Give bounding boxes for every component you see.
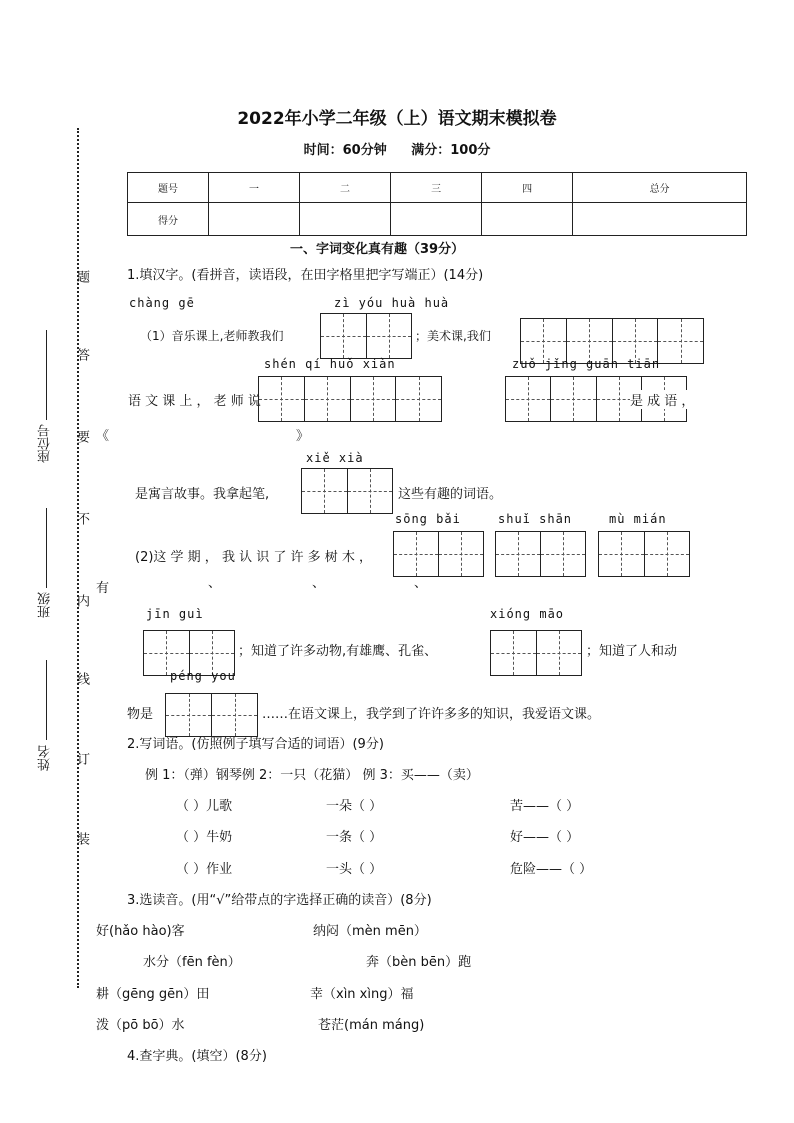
pinyin: zì yóu huà huà [334,296,450,310]
pinyin: péng you [170,669,236,683]
reading-choice[interactable]: 泼（pō bō）水 [96,1018,185,1033]
score-table [127,172,747,236]
exam-score: 满分：100分 [411,143,491,158]
question-1-title: 1.填汉字。(看拼音，读语段，在田字格里把字写端正）(14分) [127,268,484,283]
pinyin: xióng māo [490,607,565,621]
fill-item[interactable]: （ ）作业 [176,862,233,877]
reading-choice[interactable]: 苍茫(mán máng) [318,1018,425,1033]
sentence: ；知道了许多动物,有雄鹰、孔雀、 [238,644,438,659]
fill-item[interactable]: （ ）牛奶 [176,830,233,845]
score-header-cell: 总分 [573,173,747,203]
score-header-cell: 三 [391,173,482,203]
sentence: ；美术课,我们 [415,329,491,343]
score-header-cell: 题号 [128,173,209,203]
writing-grid[interactable] [495,531,586,577]
sentence: 是 成 语 ， [630,390,694,409]
sentence: ……在语文课上，我学到了许许多多的知识，我爱语文课。 [262,707,601,722]
writing-grid[interactable] [258,376,442,422]
fill-item[interactable]: （ ）儿歌 [176,799,233,814]
book-bracket-open: 《 [96,429,110,444]
score-cell[interactable] [573,203,747,236]
sentence: 这些有趣的词语。 [398,487,503,502]
sentence: （1）音乐课上,老师教我们 [140,329,284,343]
binding-char: 线 [74,672,89,685]
reading-choice[interactable]: 水分（fēn fèn） [143,955,241,970]
score-row-label: 得分 [128,203,209,236]
reading-choice[interactable]: 纳闷（mèn mēn） [313,924,427,939]
reading-choice[interactable]: 好(hǎo hào)客 [96,924,185,939]
pinyin: jīn guì [146,607,204,621]
binding-char: 要 [74,430,89,443]
fill-item[interactable]: 一头（ ） [326,862,383,877]
writing-grid[interactable] [393,531,484,577]
pinyin: shén qí huǒ xiàn [264,357,396,371]
reading-choice[interactable]: 奔（bèn bēn）跑 [366,955,472,970]
score-cell[interactable] [209,203,300,236]
sentence: 语 文 课 上 ， 老 师 说 [128,394,261,409]
score-cell[interactable] [391,203,482,236]
question-3-title: 3.选读音。(用“√”给带点的字选择正确的读音）(8分) [127,893,432,908]
score-header-cell: 二 [300,173,391,203]
writing-grid[interactable] [320,313,412,359]
writing-grid[interactable] [165,693,258,737]
section-heading: 一、字词变化真有趣（39分） [290,242,465,257]
binding-char: 内 [74,594,89,607]
exam-meta [0,139,794,158]
separator: 、 [414,576,428,591]
binding-char: 答 [74,348,89,361]
question-4-title: 4.查字典。(填空）(8分) [127,1049,267,1064]
name-label: 姓名 [38,745,53,771]
question-2-title: 2.写词语。(仿照例子填写合适的词语）(9分) [127,737,384,752]
sentence: ；知道了人和动 [586,644,678,659]
seat-label: 座位号 [38,424,53,463]
score-cell[interactable] [482,203,573,236]
writing-grid[interactable] [490,630,582,676]
class-line [46,508,47,588]
pinyin: chàng gē [129,296,195,310]
page-title: 2022年小学二年级（上）语文期末模拟卷 [237,109,557,129]
sentence: (2)这 学 期 ， 我 认 识 了 许 多 树 木 ， [135,550,373,565]
binding-char: 不 [74,512,89,525]
reading-choice[interactable]: 幸（xìn xìng）福 [310,987,414,1002]
book-bracket-close: 》 [296,429,310,444]
seat-line [46,330,47,420]
score-cell[interactable] [300,203,391,236]
pinyin: shuǐ shān [498,512,573,526]
binding-char: 装 [74,832,89,845]
fill-item[interactable]: 危险——（ ） [510,862,593,877]
binding-char: 订 [74,752,89,765]
example-line: 例 1：（弹）钢琴例 2：一只（花猫） 例 3：买——（卖） [145,768,479,783]
sentence: 是寓言故事。我拿起笔, [135,487,270,502]
sentence: 物是 [127,707,154,722]
writing-grid[interactable] [598,531,690,577]
pinyin: xiě xià [306,451,364,465]
score-header-cell: 一 [209,173,300,203]
exam-time: 时间：60分钟 [303,143,387,158]
binding-line [77,128,79,988]
pinyin: mù mián [609,512,667,526]
reading-choice[interactable]: 耕（gēng gēn）田 [96,987,210,1002]
score-header-cell: 四 [482,173,573,203]
separator: 、 [312,576,326,591]
fill-item[interactable]: 一条（ ） [326,830,383,845]
sentence: 有 [96,581,110,596]
fill-item[interactable]: 苦——（ ） [510,799,580,814]
class-label: 班级 [38,592,53,618]
fill-item[interactable]: 一朵（ ） [326,799,383,814]
pinyin: zuǒ jǐng guān tiān [512,357,661,371]
binding-char: 题 [74,270,89,283]
fill-item[interactable]: 好——（ ） [510,830,580,845]
writing-grid[interactable] [301,468,393,514]
pinyin: sōng bǎi [395,512,461,526]
name-line [46,660,47,740]
separator: 、 [208,576,222,591]
